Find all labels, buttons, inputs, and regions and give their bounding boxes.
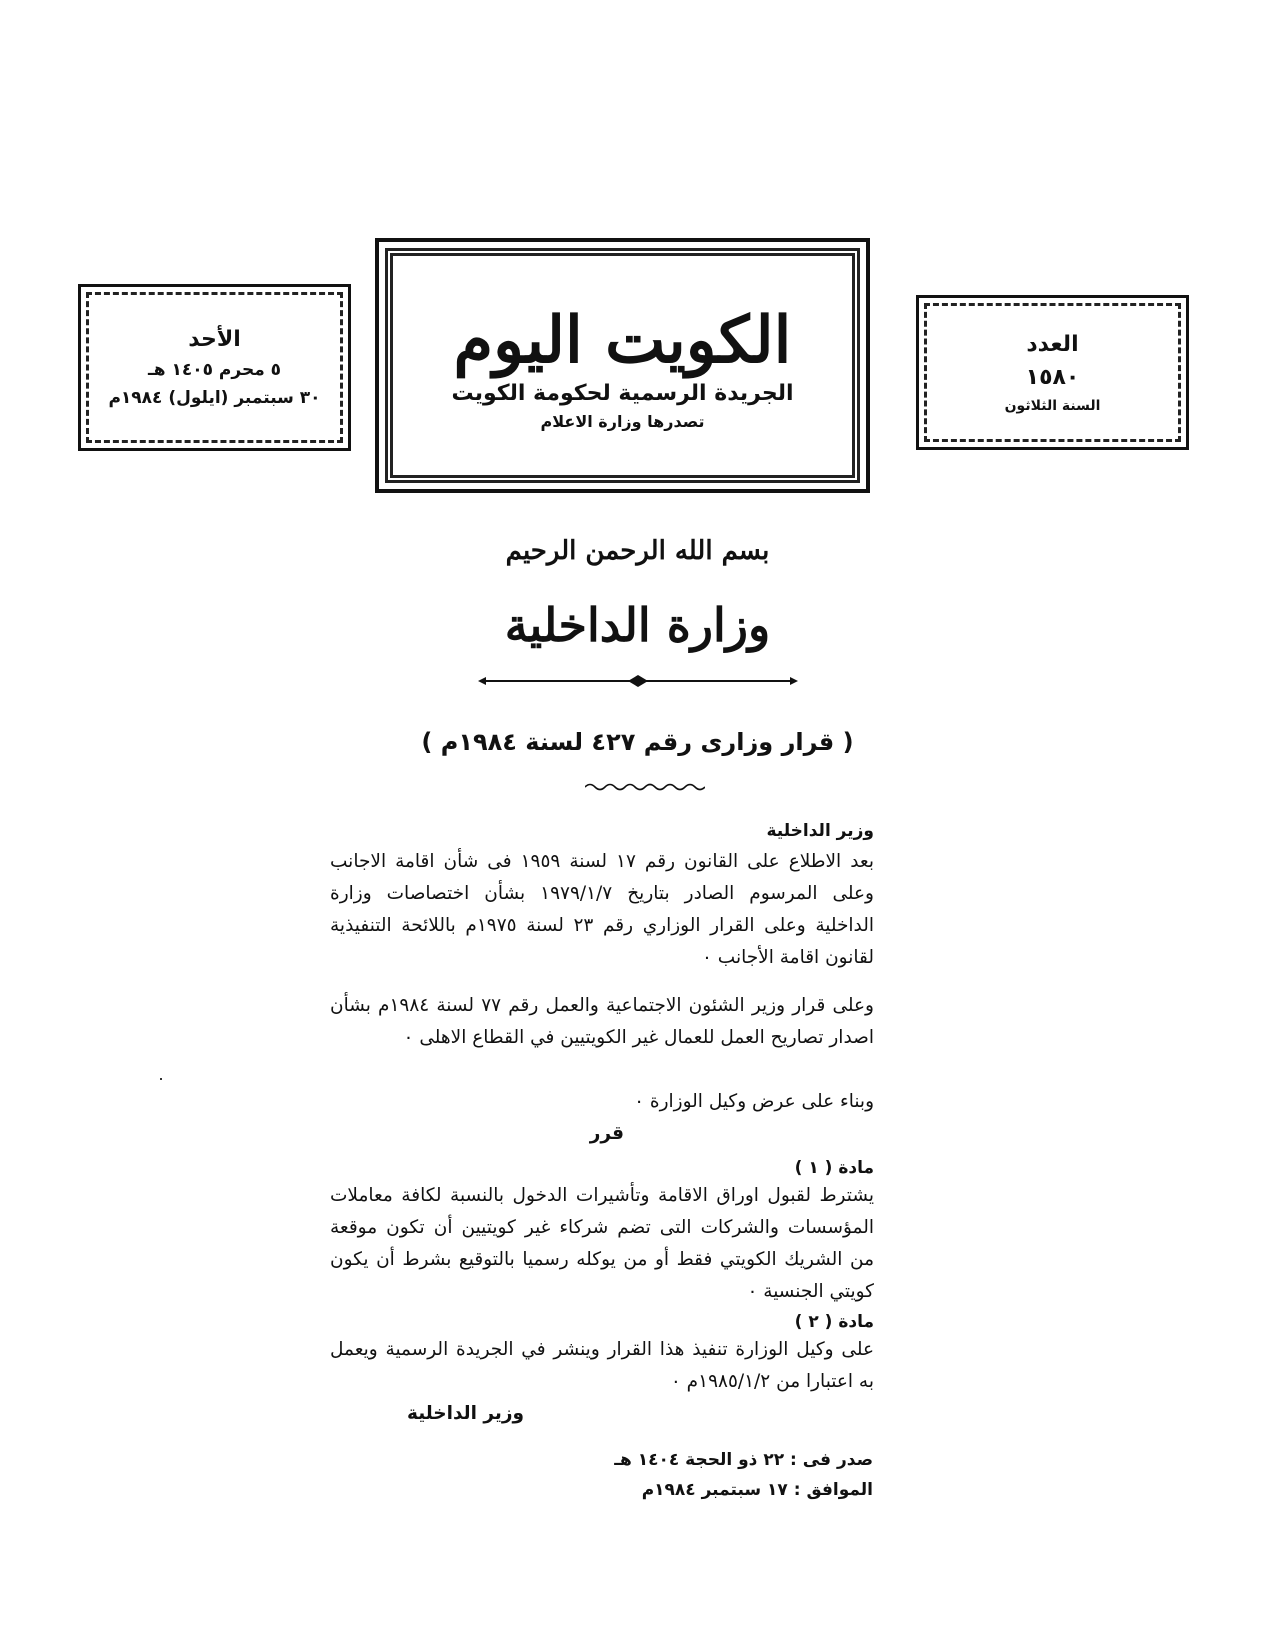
date-box bbox=[78, 284, 351, 451]
ornament-divider bbox=[478, 674, 798, 688]
day-label: الأحد bbox=[188, 327, 241, 352]
preamble-paragraph-2: وعلى قرار وزير الشئون الاجتماعية والعمل رقم ٧٧ لسنة ١٩٨٤م بشأن اصدار تصاريح العمل للعمال غير الكويتيين في القطاع الاهلى ٠ bbox=[330, 995, 874, 1048]
masthead bbox=[375, 238, 870, 493]
masthead-publisher: تصدرها وزارة الاعلام bbox=[540, 411, 705, 431]
article-2-text: على وكيل الوزارة تنفيذ هذا القرار وينشر في الجريدة الرسمية ويعمل به اعتبارا من ١٩٨٥/١/٢م ٠ bbox=[330, 1339, 874, 1392]
issue-box bbox=[916, 295, 1189, 450]
issue-number: ١٥٨٠ bbox=[1025, 364, 1080, 390]
preamble-paragraph-3: وبناء على عرض وكيل الوزارة ٠ bbox=[634, 1091, 874, 1112]
preamble-paragraph-1: بعد الاطلاع على القانون رقم ١٧ لسنة ١٩٥٩ فى شأن اقامة الاجانب وعلى المرسوم الصادر بتاريخ ١٩٧٩/١/٧ بشأن اختصاصات وزارة الداخلية وعلى القرار الوزاري رقم ٢٣ لسنة ١٩٧٥م باللائحة التنفيذية لقانون اقامة الأجانب ٠ bbox=[330, 851, 875, 968]
issued-hijri-date: صدر فى : ٢٢ ذو الحجة ١٤٠٤ هـ bbox=[614, 1450, 873, 1470]
gregorian-date: ٣٠ سبتمبر (ايلول) ١٩٨٤م bbox=[108, 388, 321, 408]
article-1-heading: مادة ( ١ ) bbox=[794, 1158, 874, 1178]
article-2-heading: مادة ( ٢ ) bbox=[794, 1312, 874, 1332]
masthead-subtitle: الجريدة الرسمية لحكومة الكويت bbox=[451, 380, 794, 406]
article-1-text: يشترط لقبول اوراق الاقامة وتأشيرات الدخول بالنسبة لكافة معاملات المؤسسات والشركات التى تضم شركاء غير كويتيين أن تكون موقعة من الشريك الكويتي فقط أو من يوكله رسميا بالتوقيع بشرط أن يكون كويتي الجنسية ٠ bbox=[330, 1185, 874, 1302]
wavy-divider bbox=[585, 782, 705, 792]
ministry-title: وزارة الداخلية bbox=[504, 598, 771, 652]
signature: وزير الداخلية bbox=[406, 1403, 524, 1424]
minister-heading: وزير الداخلية bbox=[766, 821, 874, 841]
basmala: بسم الله الرحمن الرحيم bbox=[505, 536, 770, 566]
issue-label: العدد bbox=[1026, 331, 1079, 357]
masthead-title: الكويت اليوم bbox=[453, 302, 792, 378]
issued-gregorian-date: الموافق : ١٧ سبتمبر ١٩٨٤م bbox=[641, 1480, 873, 1500]
scan-speck bbox=[160, 1078, 162, 1080]
issue-year: السنة الثلاثون bbox=[1004, 397, 1101, 414]
hijri-date: ٥ محرم ١٤٠٥ هـ bbox=[147, 360, 282, 380]
decree-title: ( قرار وزارى رقم ٤٢٧ لسنة ١٩٨٤م ) bbox=[421, 728, 854, 756]
resolved-heading: قرر bbox=[589, 1123, 624, 1144]
